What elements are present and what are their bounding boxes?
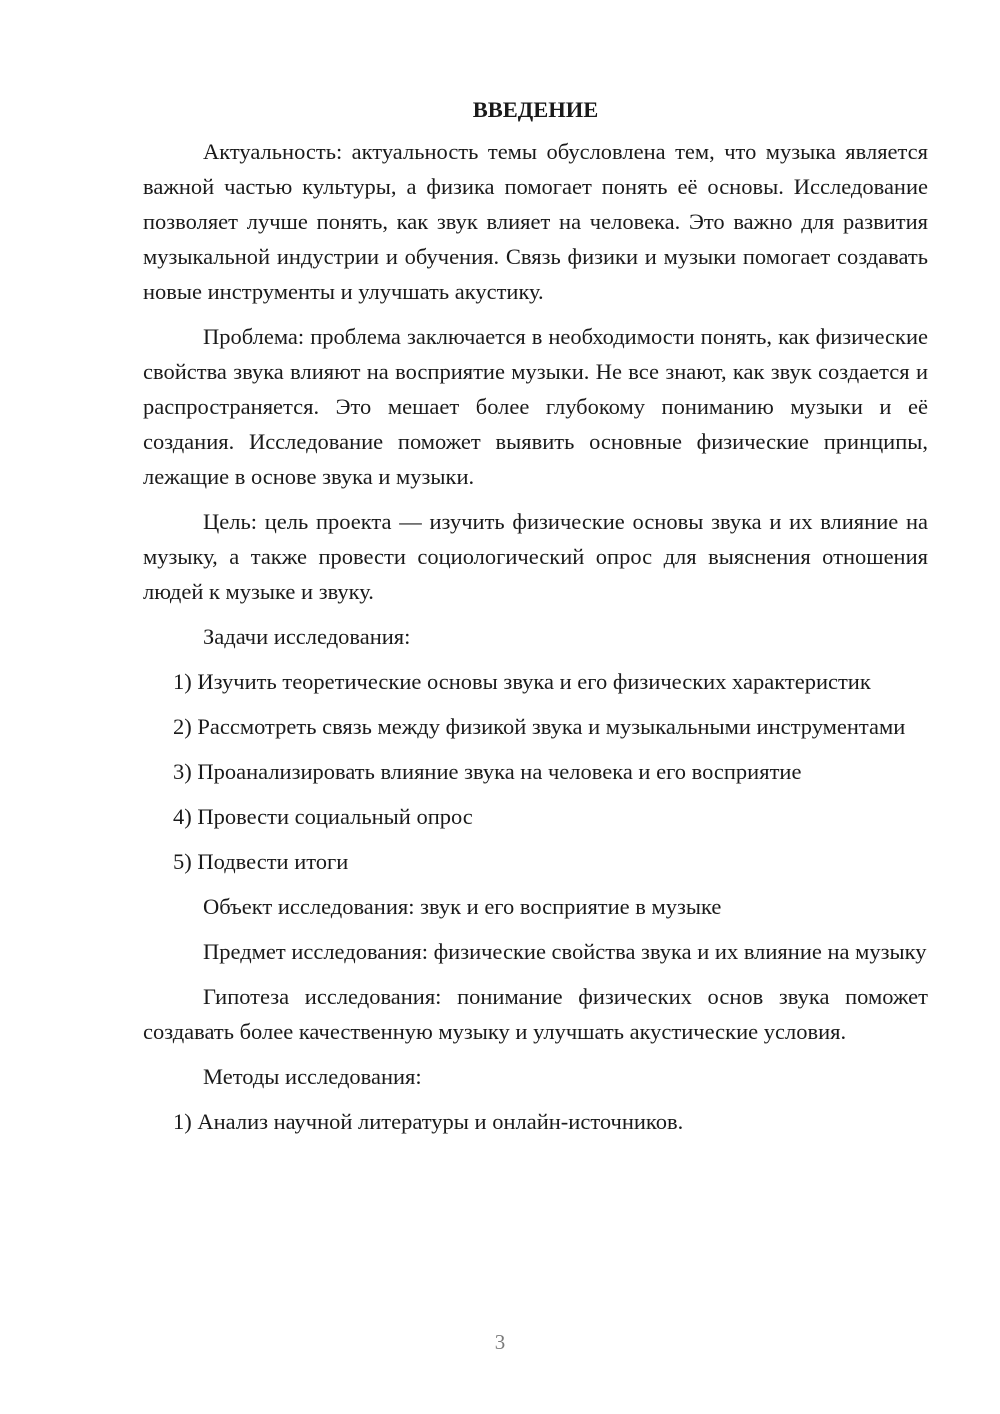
task-item-3: 3) Проанализировать влияние звука на человека и его восприятие <box>173 759 802 784</box>
task-item-5: 5) Подвести итоги <box>173 849 349 874</box>
task-item-1: 1) Изучить теоретические основы звука и его физических характеристик <box>173 669 871 694</box>
page-number: 3 <box>494 1330 506 1354</box>
method-item-1: 1) Анализ научной литературы и онлайн-источников. <box>173 1109 684 1134</box>
object-paragraph: Объект исследования: звук и его восприятие в музыке <box>203 894 722 919</box>
tasks-heading: Задачи исследования: <box>203 624 411 649</box>
page-title: ВВЕДЕНИЕ <box>472 97 599 122</box>
relevance-paragraph: Актуальность: актуальность темы обусловлена тем, что музыка является важной частью культуры, а физика помогает понять её основы. Исследование позволяет лучше понять, как звук влияет на человека. Это важно для развития музыкальной индустрии и обучения. Связь физики и музыки помогает создавать новые инструменты и улучшать акустику. <box>143 139 928 304</box>
task-item-4: 4) Провести социальный опрос <box>173 804 473 829</box>
hypothesis-paragraph: Гипотеза исследования: понимание физических основ звука поможет создавать более качественную музыку и улучшать акустические условия. <box>143 984 928 1044</box>
methods-heading: Методы исследования: <box>203 1064 422 1089</box>
task-item-2: 2) Рассмотреть связь между физикой звука и музыкальными инструментами <box>173 714 906 739</box>
problem-paragraph: Проблема: проблема заключается в необходимости понять, как физические свойства звука влияют на восприятие музыки. Не все знают, как звук создается и распространяется. Это мешает более глубокому пониманию музыки и её создания. Исследование поможет выявить основные физические принципы, лежащие в основе звука и музыки. <box>143 324 928 489</box>
page-content <box>143 92 928 1149</box>
subject-paragraph: Предмет исследования: физические свойства звука и их влияние на музыку <box>203 939 927 964</box>
goal-paragraph: Цель: цель проекта — изучить физические основы звука и их влияние на музыку, а также провести социологический опрос для выяснения отношения людей к музыке и звуку. <box>143 509 928 604</box>
